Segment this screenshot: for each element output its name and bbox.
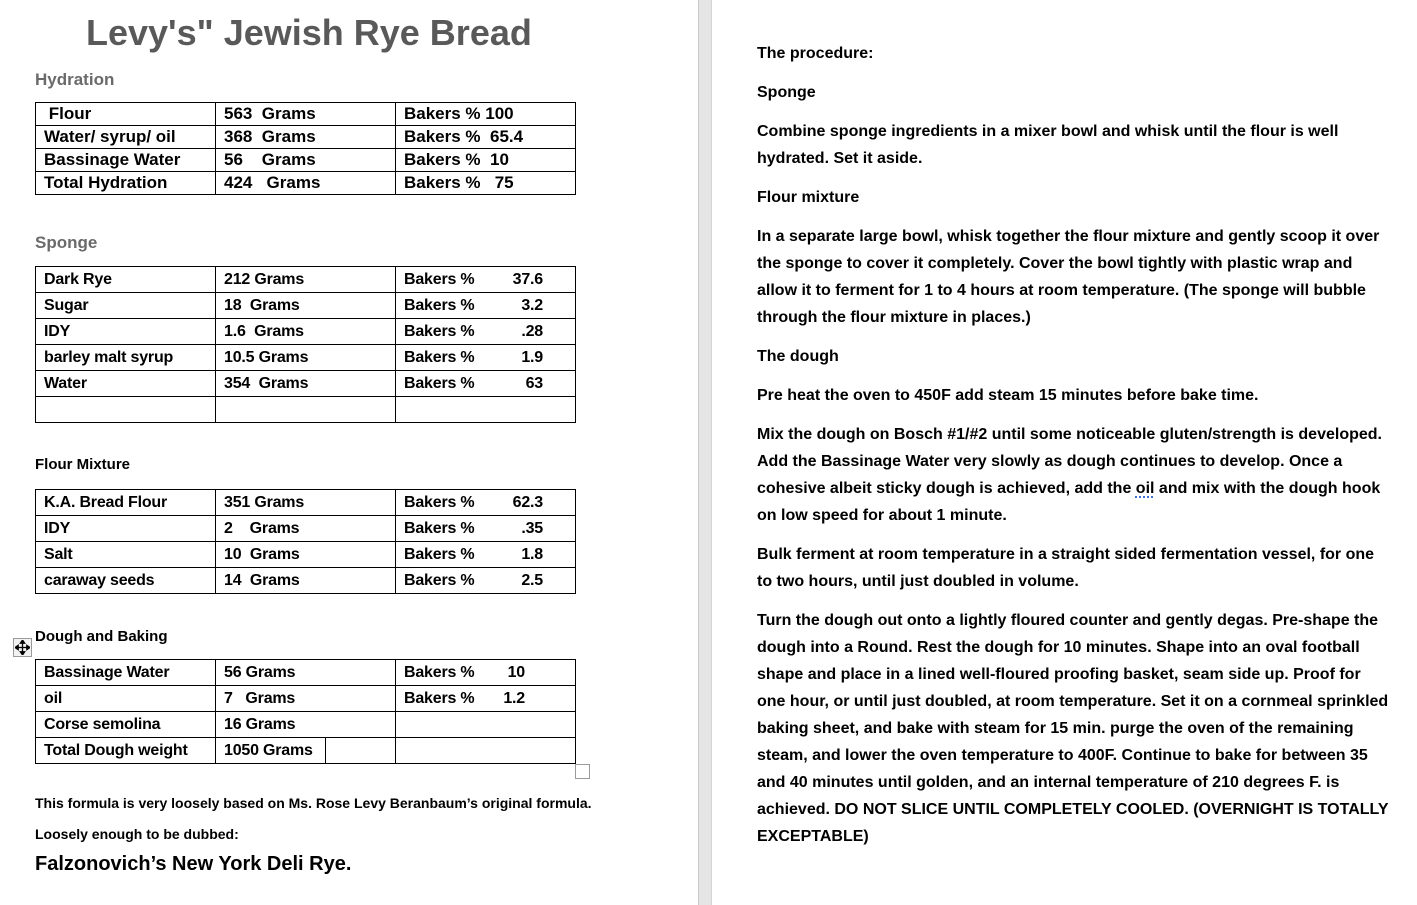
procedure-paragraph [757,421,1392,529]
procedure-heading: Sponge [757,84,816,101]
right-page [712,0,1417,905]
bakers-label: Bakers % [404,689,475,707]
text-segment: Mix the dough on Bosch #1/#2 until some noticeable gluten/strength is developed. Add the Bassinage Water very slowly as dough continues to develop. Once a cohesive albeit sticky dough is achieved, add the [757,426,1382,497]
bakers-value: 3.2 [521,296,543,314]
hydration-table [35,102,576,195]
table-cell: 351 Grams [216,490,396,516]
bakers-value: 1.9 [521,348,543,366]
table-cell: barley malt syrup [36,345,216,371]
table-row [36,516,576,542]
table-row [36,371,576,397]
table-cell: Total Hydration [36,172,216,195]
table-cell [396,738,576,764]
table-row [36,490,576,516]
table-cell: 1.6 Grams [216,319,396,345]
table-cell [396,712,576,738]
table-cell: Bakers % 65.4 [396,126,576,149]
procedure-heading: Flour mixture [757,189,860,206]
table-cell: 14 Grams [216,568,396,594]
table-row [36,319,576,345]
text-segment: and mix with the dough hook on low speed for about 1 minute. [757,480,1381,524]
bakers-value: .35 [521,519,543,537]
bakers-label: Bakers % [404,545,475,563]
table-cell: oil [36,686,216,712]
table-row [36,345,576,371]
bakers-label: Bakers % [404,571,475,589]
bakers-label: Bakers % [404,663,475,681]
procedure-paragraph: In a separate large bowl, whisk together the flour mixture and gently scoop it over the sponge to cover it completely. Cover the bowl tightly with plastic wrap and allow it to ferment for 1 to 4 hours at room temperature. (The sponge will bubble through the flour mixture in places.) [757,228,1380,326]
table-cell [396,686,576,712]
table-move-handle[interactable] [13,638,32,657]
table-cell: 212 Grams [216,267,396,293]
bakers-value: .28 [521,322,543,340]
table-resize-handle[interactable] [575,764,590,779]
table-row [36,568,576,594]
section-heading-flour-mixture: Flour Mixture [35,456,131,473]
table-row [36,712,576,738]
table-cell [216,397,396,423]
table-cell: 18 Grams [216,293,396,319]
table-cell: IDY [36,516,216,542]
table-row [36,686,576,712]
procedure-paragraph: Combine sponge ingredients in a mixer bowl and whisk until the flour is well hydrated. Set it aside. [757,123,1339,167]
table-row [36,149,576,172]
table-row [36,103,576,126]
bakers-label: Bakers % [404,322,475,340]
bakers-value: 2.5 [521,571,543,589]
table-cell: 16 Grams [216,712,396,738]
bakers-label: Bakers % [404,374,475,392]
table-cell: 424 Grams [216,172,396,195]
table-cell [396,568,576,594]
table-cell [396,397,576,423]
note-alternate-name: Falzonovich’s New York Deli Rye. [35,853,352,875]
table-cell: K.A. Bread Flour [36,490,216,516]
table-cell: Total Dough weight [36,738,216,764]
table-cell [326,738,396,764]
table-cell: Bakers % 75 [396,172,576,195]
bakers-label: Bakers % [404,493,475,511]
table-row [36,397,576,423]
bakers-value: 63 [525,374,543,392]
table-row [36,293,576,319]
left-page [0,0,698,905]
table-cell: 354 Grams [216,371,396,397]
procedure-heading: The procedure: [757,45,874,62]
bakers-label: Bakers % [404,270,475,288]
table-cell: Bakers % 100 [396,103,576,126]
table-cell [36,397,216,423]
dough-and-baking-table [35,659,576,764]
table-cell [396,516,576,542]
bakers-label: Bakers % [404,296,475,314]
table-cell: Salt [36,542,216,568]
table-cell: Bassinage Water [36,149,216,172]
bakers-value: 10 [507,663,525,681]
note-dubbed: Loosely enough to be dubbed: [35,826,239,842]
table-cell: 10.5 Grams [216,345,396,371]
section-heading-hydration: Hydration [35,70,115,89]
table-cell: Water [36,371,216,397]
procedure-paragraph: Bulk ferment at room temperature in a straight sided fermentation vessel, for one to two hours, until just doubled in volume. [757,546,1375,590]
table-cell: 7 Grams [216,686,396,712]
page-title: Levy's" Jewish Rye Bread [86,12,532,53]
table-cell: Bassinage Water [36,660,216,686]
bakers-value: 1.2 [503,689,525,707]
table-row [36,172,576,195]
table-row [36,660,576,686]
table-cell [396,660,576,686]
table-cell: 56 Grams [216,660,396,686]
table-cell: 2 Grams [216,516,396,542]
table-cell: caraway seeds [36,568,216,594]
table-cell: IDY [36,319,216,345]
table-cell [396,345,576,371]
table-cell: Sugar [36,293,216,319]
table-cell [396,267,576,293]
bakers-label: Bakers % [404,348,475,366]
procedure-heading: The dough [757,348,839,365]
procedure-paragraph: Turn the dough out onto a lightly floured counter and gently degas. Pre-shape the dough into a Round. Rest the dough for 10 minutes. Shape into an oval football shape and place in a lined well-floured proofing basket, seam side up. Proof for one hour, or until just doubled, at room temperature. Set it on a cornmeal sprinkled baking sheet, and bake with steam for 15 min. purge the oven of the remaining steam, and lower the oven temperature to 400F. Continue to bake for between 35 and 40 minutes until golden, and an internal temperature of 210 degrees F. is achieved. DO NOT SLICE UNTIL COMPLETELY COOLED. (OVERNIGHT IS TOTALLY EXCEPTABLE) [757,612,1389,845]
table-cell [396,542,576,568]
table-cell: Bakers % 10 [396,149,576,172]
flour-mixture-table [35,489,576,594]
table-row [36,542,576,568]
bakers-value: 62.3 [512,493,543,511]
section-heading-dough-and-baking: Dough and Baking [35,628,168,645]
bakers-value: 1.8 [521,545,543,563]
page-gap-divider [698,0,712,905]
table-cell: 10 Grams [216,542,396,568]
table-cell: Flour [36,103,216,126]
table-cell: 368 Grams [216,126,396,149]
procedure-text [757,40,1392,862]
table-cell: Corse semolina [36,712,216,738]
bakers-label: Bakers % [404,519,475,537]
procedure-paragraph: Pre heat the oven to 450F add steam 15 minutes before bake time. [757,387,1259,404]
sponge-table [35,266,576,423]
table-cell: 1050 Grams [216,738,326,764]
table-cell: Water/ syrup/ oil [36,126,216,149]
table-cell [396,490,576,516]
table-cell: 56 Grams [216,149,396,172]
grammar-underline: oil [1135,480,1155,497]
table-cell: Dark Rye [36,267,216,293]
table-row [36,738,576,764]
table-row [36,267,576,293]
section-heading-sponge: Sponge [35,233,98,252]
move-icon [15,640,30,655]
table-cell [396,293,576,319]
table-row [36,126,576,149]
note-formula-attribution: This formula is very loosely based on Ms. Rose Levy Beranbaum’s original formula. [35,795,592,811]
table-cell [396,319,576,345]
table-cell [396,371,576,397]
table-cell: 563 Grams [216,103,396,126]
bakers-value: 37.6 [512,270,543,288]
